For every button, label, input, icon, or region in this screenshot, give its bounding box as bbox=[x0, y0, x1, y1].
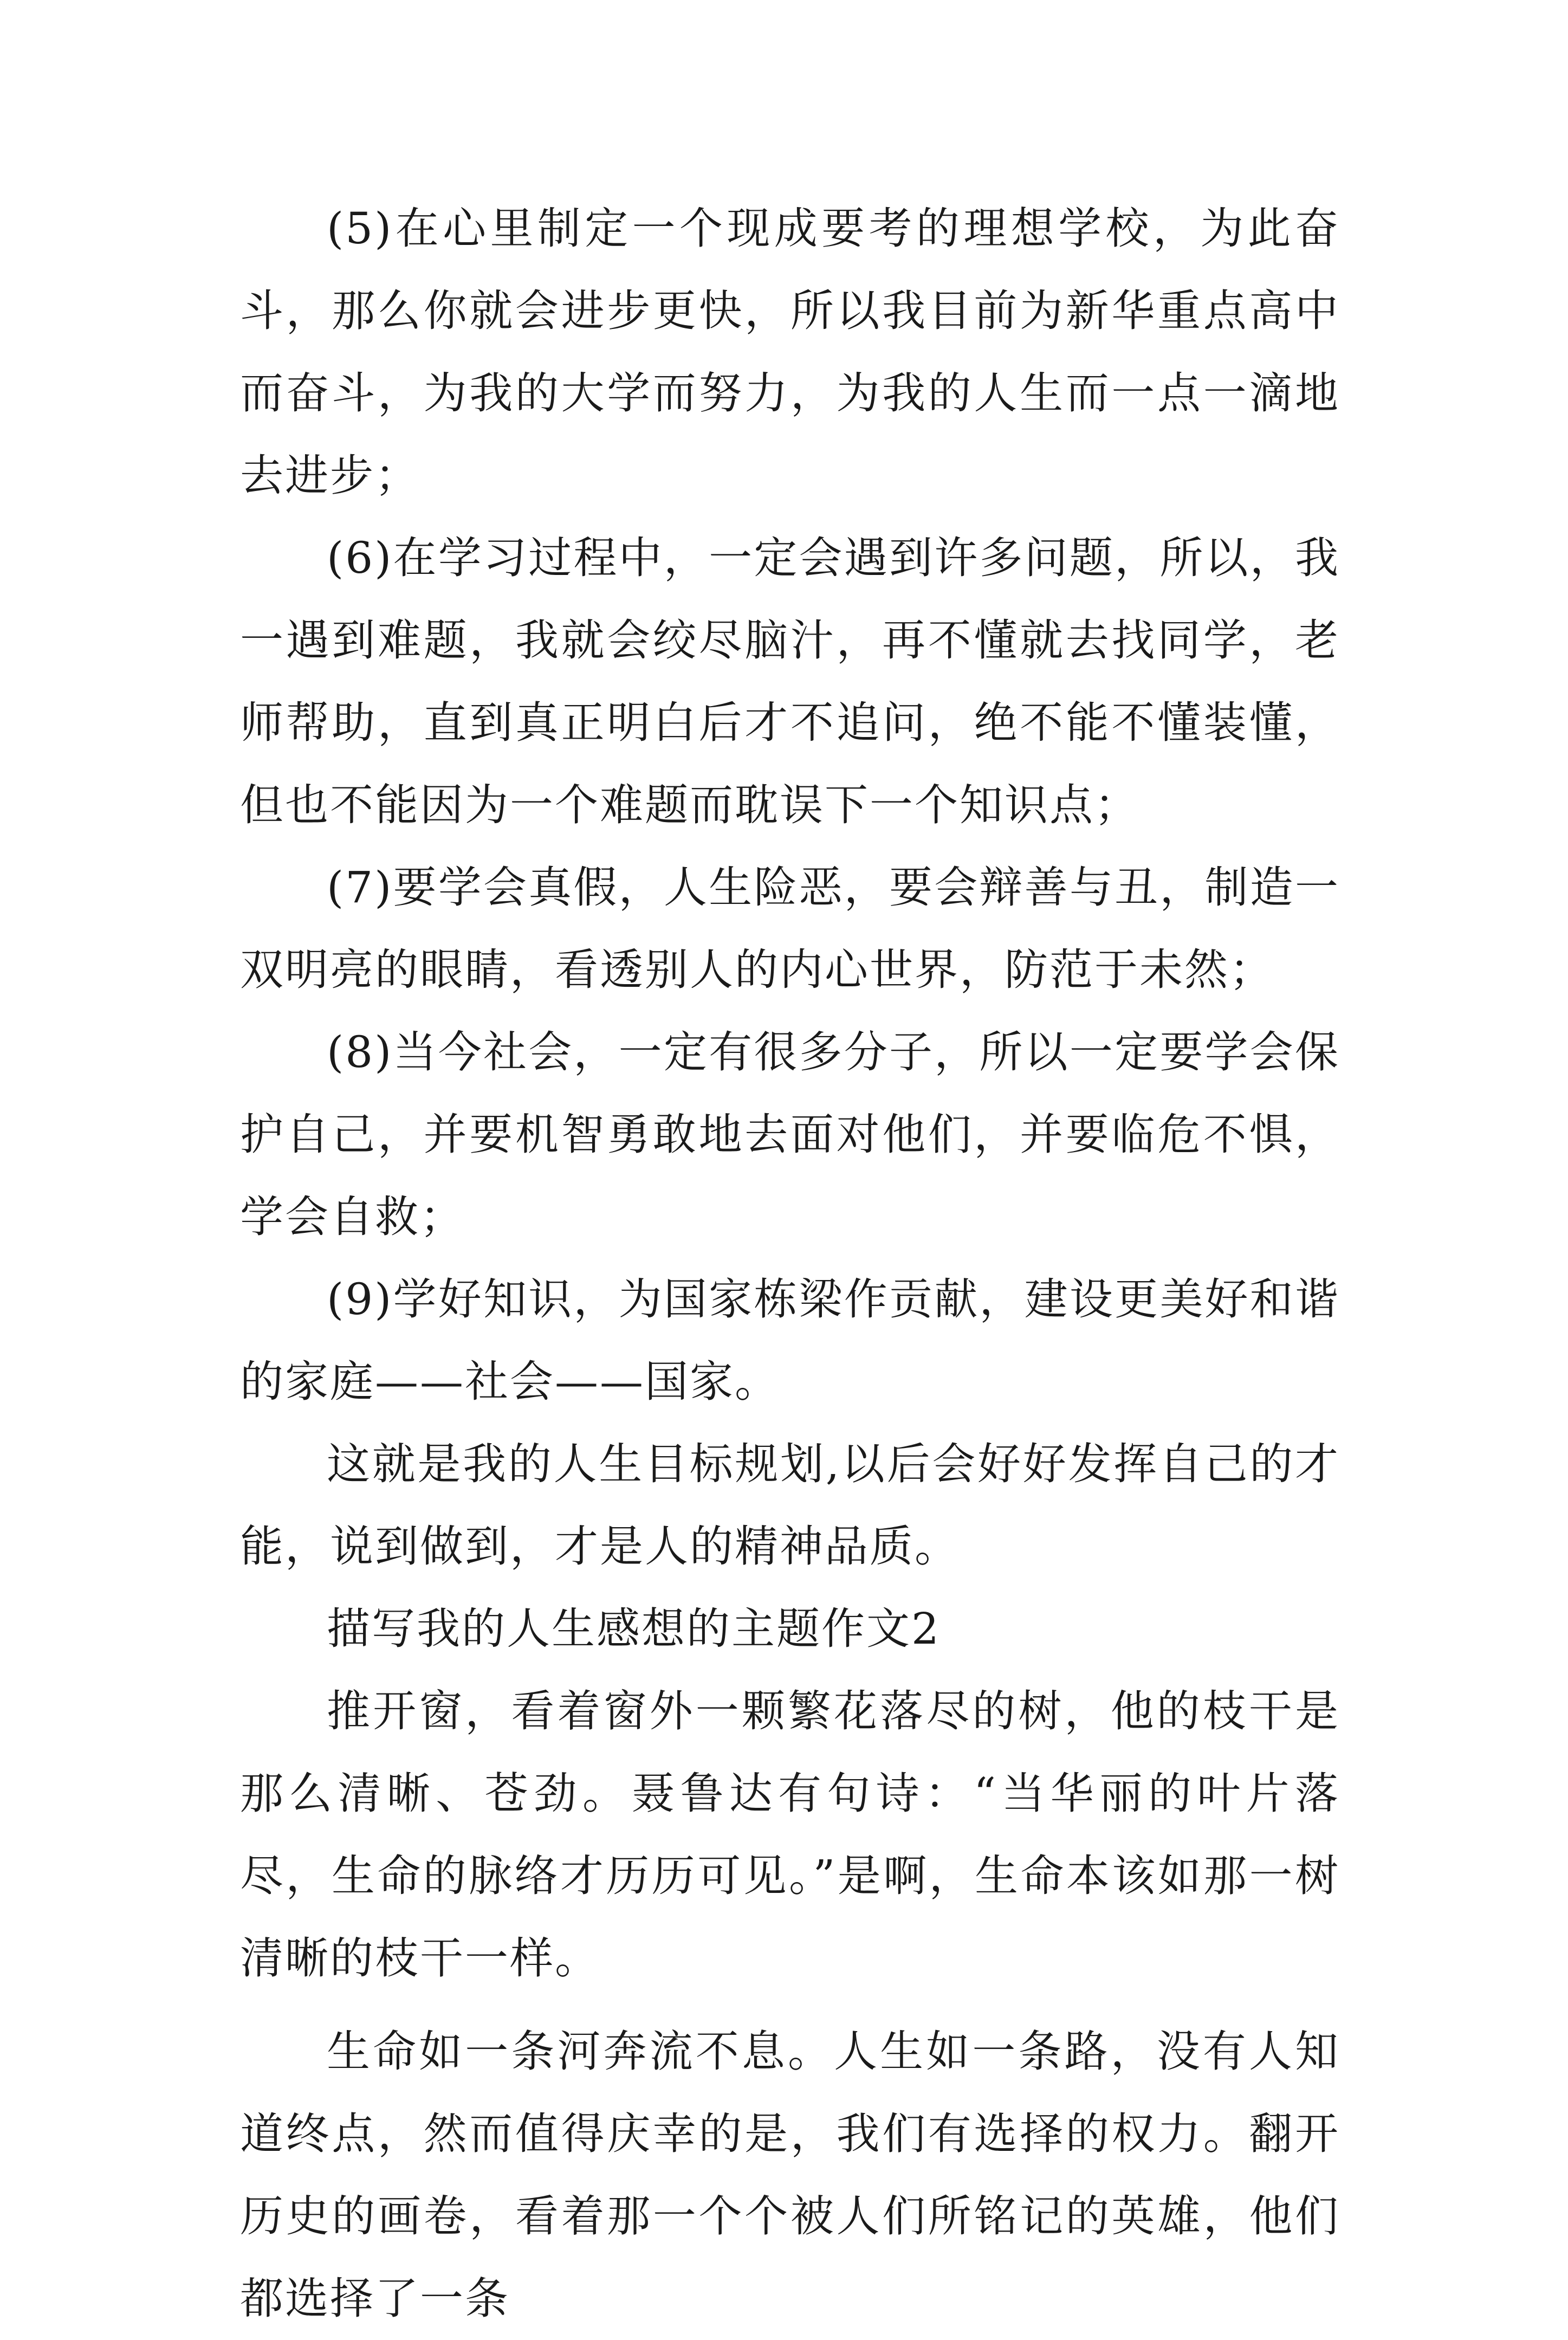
document-body bbox=[240, 188, 1340, 2340]
paragraph-conclusion: 这就是我的人生目标规划,以后会好好发挥自己的才能，说到做到，才是人的精神品质。 bbox=[240, 1439, 1340, 1572]
paragraph-item-7: (7)要学会真假，人生险恶，要会辩善与丑，制造一双明亮的眼睛，看透别人的内心世界，防范于未然； bbox=[240, 862, 1340, 995]
paragraph-body: 生命如一条河奔流不息。人生如一条路，没有人知道终点，然而值得庆幸的是，我们有选择的权力。翻开历史的画卷，看着那一个个被人们所铭记的英雄，他们都选择了一条 bbox=[240, 2026, 1340, 2324]
paragraph-item-5: (5)在心里制定一个现成要考的理想学校，为此奋斗，那么你就会进步更快，所以我目前为新华重点高中而奋斗，为我的大学而努力，为我的人生而一点一滴地去进步； bbox=[240, 203, 1340, 501]
paragraph-item-6: (6)在学习过程中，一定会遇到许多问题，所以，我一遇到难题，我就会绞尽脑汁，再不懂就去找同学，老师帮助，直到真正明白后才不追问，绝不能不懂装懂，但也不能因为一个难题而耽误下一个知识点； bbox=[240, 533, 1340, 830]
paragraph-intro: 推开窗，看着窗外一颗繁花落尽的树，他的枝干是那么清晰、苍劲。聂鲁达有句诗：“当华丽的叶片落尽，生命的脉络才历历可见。”是啊，生命本该如那一树清晰的枝干一样。 bbox=[240, 1686, 1340, 1983]
paragraph-item-9: (9)学好知识，为国家栋梁作贡献，建设更美好和谐的家庭——社会——国家。 bbox=[240, 1274, 1340, 1407]
paragraph-item-8: (8)当今社会，一定有很多分子，所以一定要学会保护自己，并要机智勇敢地去面对他们，并要临危不惧，学会自救； bbox=[240, 1027, 1340, 1242]
section-heading: 描写我的人生感想的主题作文2 bbox=[327, 1604, 941, 1654]
